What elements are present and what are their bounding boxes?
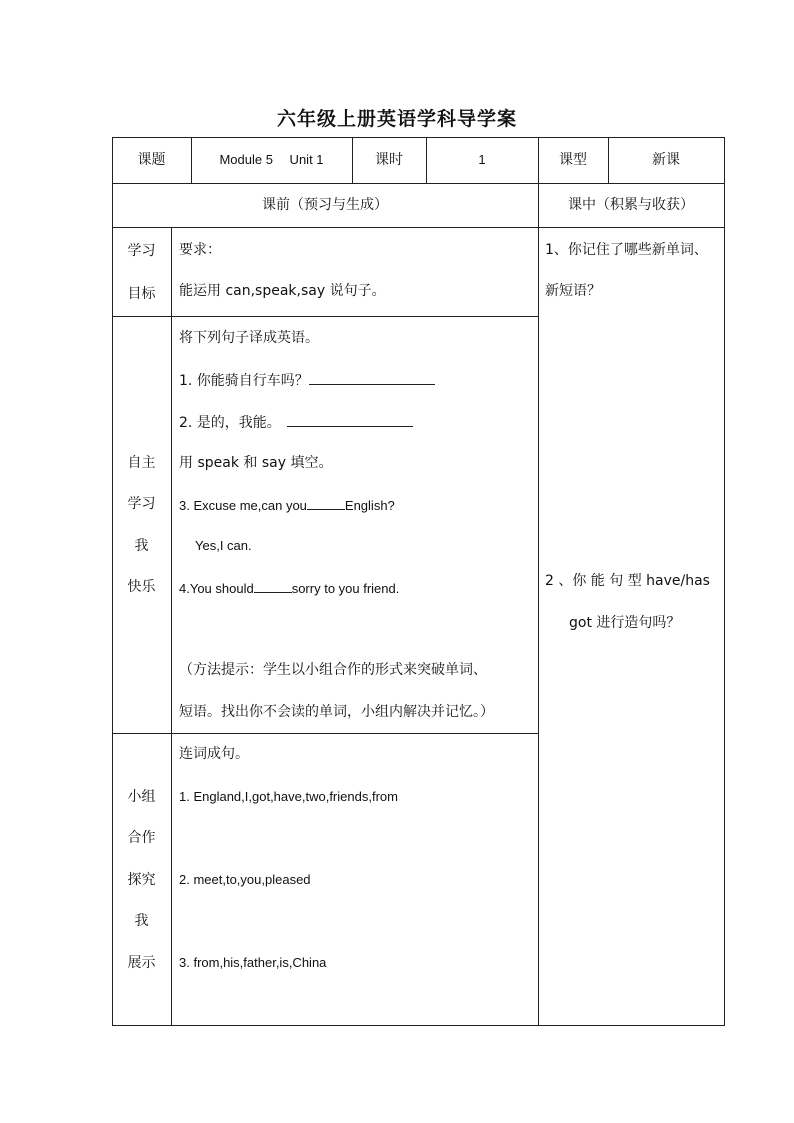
question-1-text: 1. 你能骑自行车吗？: [179, 373, 309, 389]
goals-requirement-heading: 要求：: [179, 242, 221, 258]
answer-blank-2[interactable]: [287, 412, 413, 427]
translate-instruction: 将下列句子译成英语。: [179, 330, 319, 346]
hours-value: 1: [478, 152, 486, 167]
question-3-answer: Yes,I can.: [195, 538, 252, 553]
answer-blank-4[interactable]: [254, 578, 292, 593]
group-label-2: 合作: [127, 830, 156, 846]
section-before-heading: 课前（预习与生成）: [262, 197, 388, 213]
reorder-item-1: 1. England,I,got,have,two,friends,from: [179, 789, 398, 804]
reflection-q1-line-2: 新短语？: [545, 283, 601, 299]
question-4-text-a: 4.You should: [179, 581, 254, 596]
question-3-text-a: 3. Excuse me,can you: [179, 498, 307, 513]
reorder-item-3: 3. from,his,father,is,China: [179, 955, 327, 970]
self-study-label-3: 我: [134, 538, 149, 554]
reorder-item-2: 2. meet,to,you,pleased: [179, 872, 311, 887]
question-2: [179, 412, 413, 433]
fill-instruction: 用 speak 和 say 填空。: [179, 455, 333, 471]
goals-requirement-text: 能运用 can,speak,say 说句子。: [179, 283, 386, 299]
question-3: [179, 495, 395, 516]
method-tip-line-1: （方法提示：学生以小组合作的形式来突破单词、: [179, 662, 487, 678]
goals-label-2: 目标: [127, 286, 156, 302]
reorder-instruction: 连词成句。: [179, 746, 249, 762]
question-4: [179, 578, 399, 599]
question-4-text-b: sorry to you friend.: [291, 581, 400, 596]
group-label-1: 小组: [127, 789, 156, 805]
self-study-label-1: 自主: [127, 455, 156, 471]
topic-value: Module 5 Unit 1: [219, 152, 324, 167]
reflection-q2-line-2: got 进行造句吗？: [569, 615, 681, 631]
question-3-text-b: English?: [344, 498, 395, 513]
group-label-5: 展示: [127, 955, 156, 971]
document-title: 六年级上册英语学科导学案: [276, 108, 517, 130]
section-during-heading: 课中（积累与收获）: [568, 197, 694, 213]
group-label-3: 探究: [127, 872, 156, 888]
group-label-4: 我: [134, 913, 149, 929]
reflection-q2-line-1: 2 、你 能 句 型 have/has: [545, 573, 710, 589]
hours-label: 课时: [375, 152, 403, 168]
answer-blank-1[interactable]: [309, 370, 435, 385]
type-label: 课型: [559, 152, 587, 168]
question-2-text: 2. 是的，我能。: [179, 415, 281, 431]
goals-label-1: 学习: [127, 243, 156, 259]
topic-label: 课题: [137, 152, 166, 168]
question-1: [179, 370, 435, 391]
self-study-label-2: 学习: [127, 496, 156, 512]
type-value: 新课: [652, 152, 680, 168]
reflection-q1-line-1: 1、你记住了哪些新单词、: [545, 242, 708, 258]
answer-blank-3[interactable]: [307, 495, 345, 510]
method-tip-line-2: 短语。找出你不会读的单词，小组内解决并记忆。）: [179, 704, 494, 720]
self-study-label-4: 快乐: [127, 579, 156, 595]
